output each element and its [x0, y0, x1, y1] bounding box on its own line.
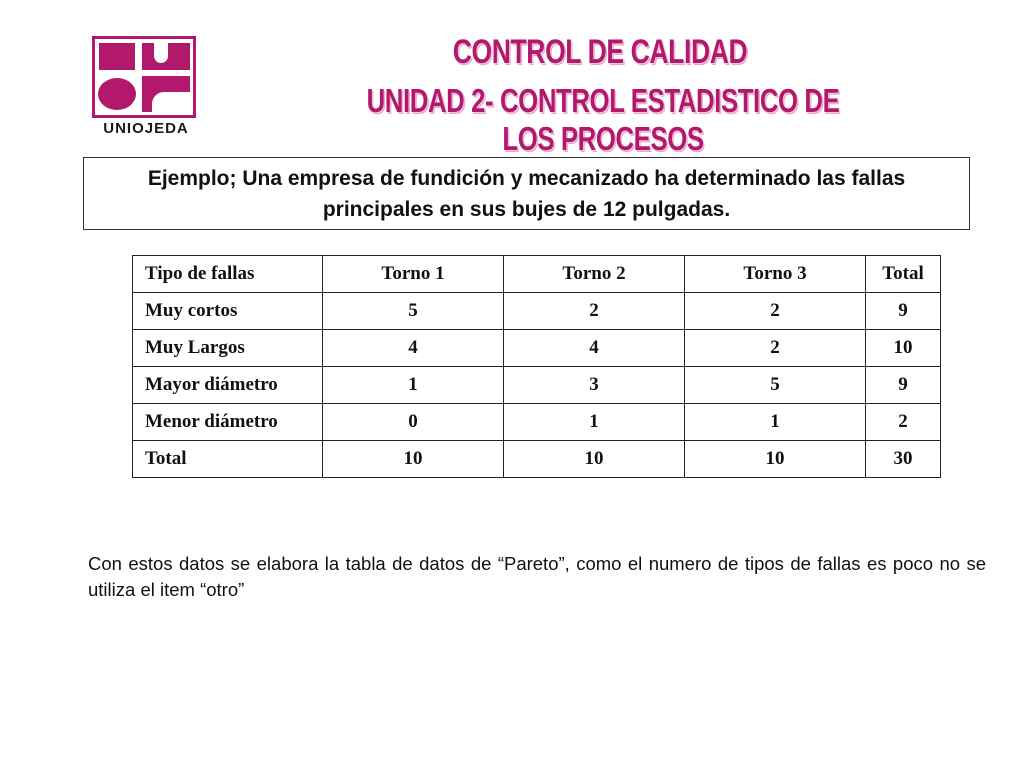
- uniojeda-logo: [88, 36, 200, 140]
- page-subtitle: UNIDAD 2- CONTROL ESTADISTICO DE LOS PROCESOS: [366, 82, 840, 157]
- table-cell: 2: [685, 293, 866, 330]
- fallas-table: [132, 255, 941, 478]
- column-header: Torno 2: [504, 256, 685, 293]
- column-header: Torno 1: [323, 256, 504, 293]
- table-cell: 30: [866, 441, 941, 478]
- table-cell: 9: [866, 293, 941, 330]
- column-header: Torno 3: [685, 256, 866, 293]
- table-cell: 10: [866, 330, 941, 367]
- table-cell: 4: [504, 330, 685, 367]
- table-cell: 4: [323, 330, 504, 367]
- logo-text: UNIOJEDA: [103, 120, 189, 137]
- uniojeda-logo-icon: [92, 36, 196, 118]
- table-cell: 0: [323, 404, 504, 441]
- table-total-row: [133, 441, 941, 478]
- column-header: Total: [866, 256, 941, 293]
- table-header-row: [133, 256, 941, 293]
- intro-box: [83, 157, 970, 230]
- table-cell: 1: [504, 404, 685, 441]
- table-cell: 2: [685, 330, 866, 367]
- table-cell: 1: [685, 404, 866, 441]
- page-title: CONTROL DE CALIDAD: [452, 33, 748, 71]
- table-cell: 5: [323, 293, 504, 330]
- intro-text: Ejemplo; Una empresa de fundición y mecanizado ha determinado las fallas principales en sus bujes de 12 pulgadas.: [147, 166, 906, 221]
- table-cell: 10: [323, 441, 504, 478]
- table-cell: 2: [866, 404, 941, 441]
- table-cell: Total: [133, 441, 323, 478]
- table-row: [133, 293, 941, 330]
- table-cell: 1: [323, 367, 504, 404]
- table-cell: Muy Largos: [133, 330, 323, 367]
- body-paragraph: Con estos datos se elabora la tabla de datos de “Pareto”, como el numero de tipos de fallas es poco no se utiliza el item “otro”: [88, 553, 986, 600]
- table-row: [133, 330, 941, 367]
- table-row: [133, 367, 941, 404]
- table-cell: 9: [866, 367, 941, 404]
- table-cell: Mayor diámetro: [133, 367, 323, 404]
- table-cell: 10: [504, 441, 685, 478]
- table-cell: 3: [504, 367, 685, 404]
- column-header: Tipo de fallas: [133, 256, 323, 293]
- table-cell: Muy cortos: [133, 293, 323, 330]
- table-cell: Menor diámetro: [133, 404, 323, 441]
- table-cell: 5: [685, 367, 866, 404]
- table-row: [133, 404, 941, 441]
- table-cell: 2: [504, 293, 685, 330]
- table-cell: 10: [685, 441, 866, 478]
